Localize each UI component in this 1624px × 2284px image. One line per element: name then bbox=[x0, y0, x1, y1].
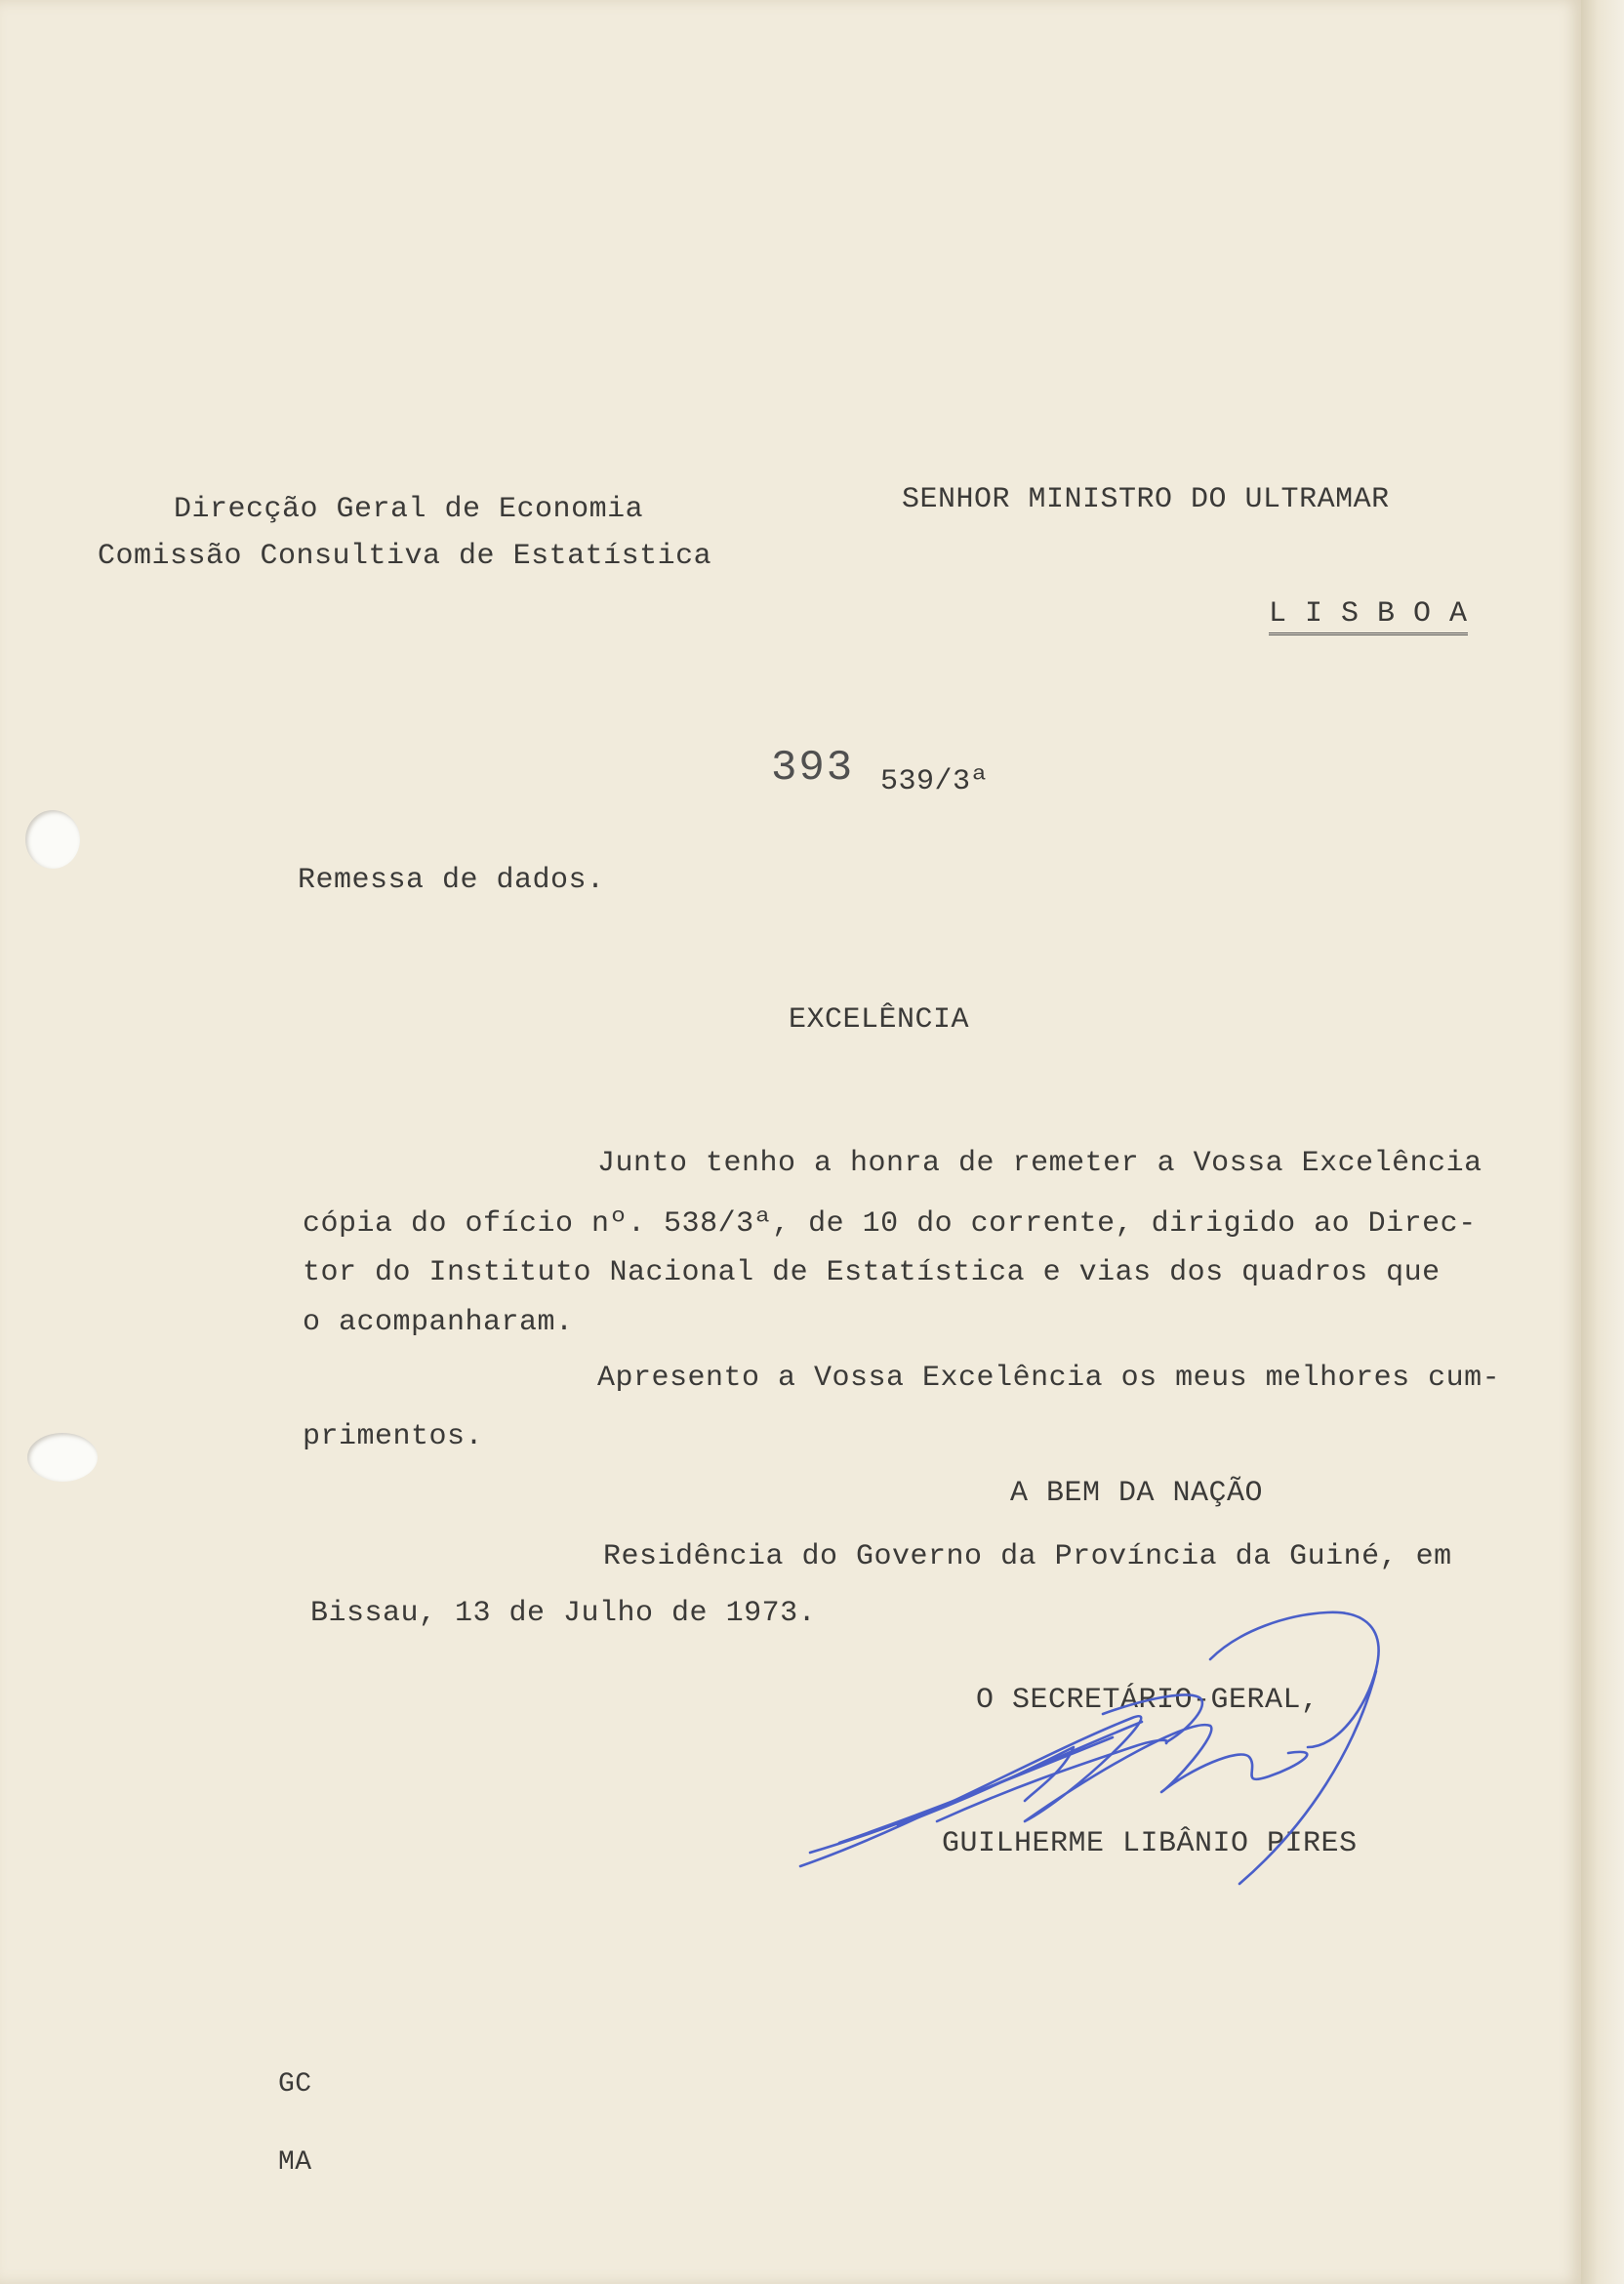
body-p1-line-1: Junto tenho a honra de remeter a Vossa Excelência bbox=[597, 1147, 1482, 1180]
paper-edge bbox=[1581, 0, 1624, 2284]
signatory-name: GUILHERME LIBÂNIO PIRES bbox=[942, 1827, 1358, 1860]
recipient-line-1: SENHOR MINISTRO DO ULTRAMAR bbox=[902, 483, 1390, 516]
body-p1-line-3: tor do Instituto Nacional de Estatística e vias dos quadros que bbox=[303, 1256, 1441, 1289]
initials-2: MA bbox=[278, 2147, 312, 2178]
handwritten-signature bbox=[781, 1601, 1444, 1903]
punch-hole-bottom bbox=[27, 1433, 98, 1482]
body-p1-line-2: cópia do ofício nº. 538/3ª, de 10 do corrente, dirigido ao Direc- bbox=[303, 1207, 1477, 1241]
body-p2-line-2: primentos. bbox=[303, 1420, 484, 1453]
subject-line: Remessa de dados. bbox=[298, 864, 605, 897]
place-date-line-1: Residência do Governo da Província da Guiné, em bbox=[603, 1540, 1452, 1573]
reference-number: 393 bbox=[771, 744, 855, 793]
sender-line-2: Comissão Consultiva de Estatística bbox=[98, 540, 712, 573]
body-p1-line-4: o acompanharam. bbox=[303, 1306, 574, 1339]
body-p2-line-1: Apresento a Vossa Excelência os meus melhores cum- bbox=[597, 1362, 1501, 1395]
signatory-title: O SECRETÁRIO-GERAL, bbox=[976, 1684, 1320, 1717]
recipient-city: L I S B O A bbox=[1269, 597, 1468, 635]
salutation: EXCELÊNCIA bbox=[789, 1003, 970, 1037]
reference-code: 539/3ª bbox=[880, 765, 990, 798]
closing-formula: A BEM DA NAÇÃO bbox=[1010, 1477, 1264, 1510]
place-date-line-2: Bissau, 13 de Julho de 1973. bbox=[310, 1597, 817, 1630]
initials-1: GC bbox=[278, 2069, 312, 2100]
sender-line-1: Direcção Geral de Economia bbox=[174, 493, 644, 526]
punch-hole-top bbox=[25, 810, 80, 869]
